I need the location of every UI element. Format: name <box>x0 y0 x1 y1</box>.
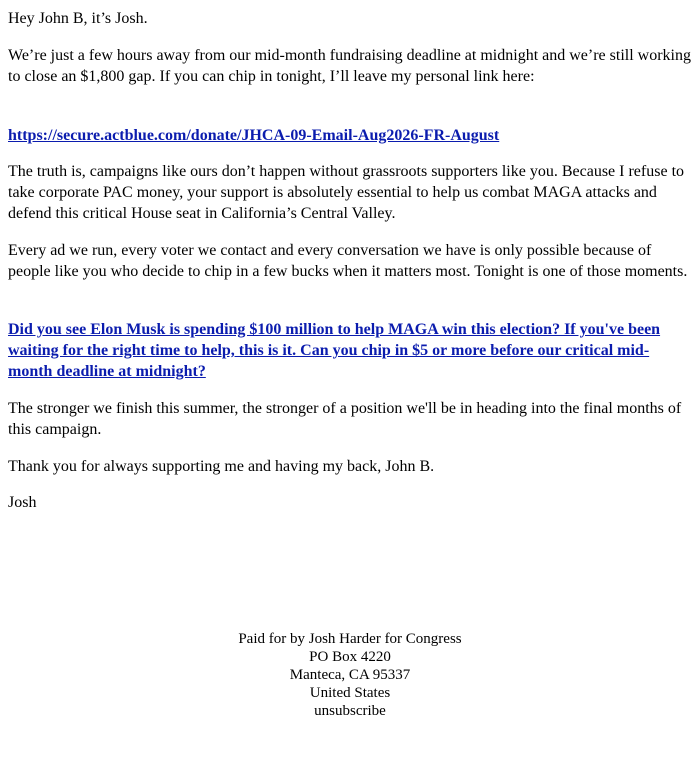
signature: Josh <box>8 494 37 511</box>
unsubscribe-container <box>0 702 700 720</box>
thank-you-paragraph: Thank you for always supporting me and having my back, John B. <box>8 458 435 475</box>
unsubscribe-link[interactable]: unsubscribe <box>314 703 386 719</box>
donate-link-paragraph <box>8 125 499 146</box>
ask-link-paragraph <box>8 319 692 382</box>
city-line: Manteca, CA 95337 <box>289 667 411 683</box>
email-footer <box>0 630 700 720</box>
intro-paragraph: We’re just a few hours away from our mid-month fundraising deadline at midnight and we’re still working to close an $1,800 gap. If you can chip in tonight, I’ll leave my personal link here: <box>8 47 691 85</box>
greeting-text: Hey John B, it’s Josh. <box>8 10 148 27</box>
grassroots-paragraph: The truth is, campaigns like ours don’t happen without grassroots supporters like you. Because I refuse to take corporate PAC money, your support is absolutely essential to help us combat MAGA attacks and defend this critical House seat in California’s Central Valley. <box>8 163 685 222</box>
country-line: United States <box>309 685 391 701</box>
donate-link[interactable]: https://secure.actblue.com/donate/JHCA-09-Email-Aug2026-FR-August <box>8 127 500 144</box>
paid-for-line: Paid for by Josh Harder for Congress <box>238 631 462 647</box>
po-box-line: PO Box 4220 <box>309 649 391 665</box>
ask-link[interactable]: Did you see Elon Musk is spending $100 million to help MAGA win this election? If you've been waiting for the right time to help, this is it. Can you chip in $5 or more before our critical mid-month deadline at midnight? <box>8 321 661 380</box>
finish-strong-paragraph: The stronger we finish this summer, the stronger of a position we'll be in heading into the final months of this campaign. <box>8 400 682 438</box>
every-ad-paragraph: Every ad we run, every voter we contact and every conversation we have is only possible because of people like you who decide to chip in a few bucks when it matters most. Tonight is one of those moments. <box>8 242 688 280</box>
